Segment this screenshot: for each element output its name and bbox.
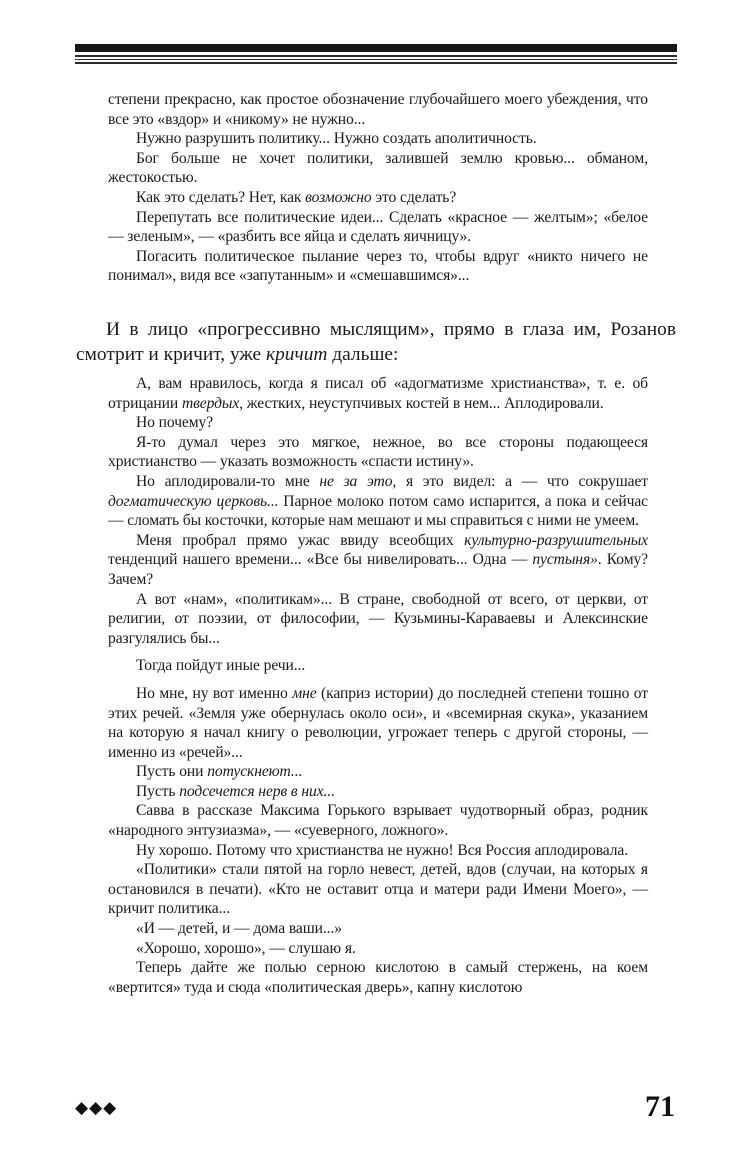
quote-block-2 bbox=[108, 374, 648, 997]
paragraph: Ну хорошо. Потому что христианства не нужно! Вся Россия аплодировала. bbox=[136, 841, 629, 859]
header-rule-thick bbox=[75, 44, 677, 52]
paragraph: Пусть подсечется нерв в них... bbox=[136, 782, 335, 800]
header-rule-line bbox=[75, 62, 677, 64]
paragraph: «Хорошо, хорошо», — слушаю я. bbox=[136, 939, 356, 957]
main-paragraph: И в лицо «прогрессивно мыслящим», прямо в глаза им, Розанов смотрит и кричит, уже кричит дальше: bbox=[76, 319, 676, 365]
paragraph: Но мне, ну вот именно мне (каприз истории) до последней степени тошно от этих речей. «Земля уже обернулась около оси», и «всемирная скука», указанием на которую я начал книгу о революции, угрожает теперь с другой стороны, — именно из «речей»... bbox=[108, 684, 649, 761]
paragraph: Но аплодировали-то мне не за это, я это видел: а — что сокрушает догматическую церковь... Парное молоко потом само испарится, а пока и сейчас — сломать бы косточки, которые нам мешают и мы справиться с ними не умеем. bbox=[108, 472, 648, 530]
paragraph: Но почему? bbox=[136, 414, 214, 432]
paragraph: Перепутать все политические идеи... Сделать «красное — желтым»; «белое — зеленым», — «разбить все яйца и сделать яичницу». bbox=[108, 208, 648, 246]
paragraph: степени прекрасно, как простое обозначение глубочайшего моего убеждения, что все это «вздор» и «никому» не нужно... bbox=[108, 91, 648, 128]
paragraph: Савва в рассказе Максима Горького взрывает чудотворный образ, родник «народного энтузиазма», — «суеверного, ложного». bbox=[108, 802, 648, 840]
paragraph: «Политики» стали пятой на горло невест, детей, вдов (случаи, на которых я остановился в печати). «Кто не оставит отца и матери ради Имени Моего», — кричит политика... bbox=[108, 861, 648, 918]
paragraph: Теперь дайте же полью серною кислотою в самый стержень, на коем «вертится» туда и сюда «политическая дверь», капну кислотою bbox=[108, 959, 648, 996]
footer-diamonds-ornament: ◆◆◆ bbox=[75, 1098, 118, 1118]
paragraph: А вот «нам», «политикам»... В стране, свободной от всего, от церкви, от религии, от поэзии, от философии, — Кузьмины-Караваевы и Алексинские разгулялись бы... bbox=[108, 590, 648, 647]
paragraph: Бог больше не хочет политики, залившей землю кровью... обманом, жестокостью. bbox=[108, 149, 648, 187]
header-rule bbox=[75, 44, 677, 66]
paragraph: Я-то думал через это мягкое, нежное, во все стороны подающееся христианство — указать возможность «спасти истину». bbox=[108, 433, 648, 471]
quote-block-1 bbox=[108, 90, 648, 286]
paragraph: Меня пробрал прямо ужас ввиду всеобщих культурно-разрушительных тенденций нашего времени... «Все бы нивелировать... Одна — пустыня». Кому? Зачем? bbox=[108, 531, 648, 588]
paragraph: Нужно разрушить политику... Нужно создать аполитичность. bbox=[136, 130, 537, 148]
paragraph: Как это сделать? Нет, как возможно это сделать? bbox=[136, 188, 457, 206]
paragraph: «И — детей, и — дома ваши...» bbox=[136, 920, 342, 938]
paragraph: А, вам нравилось, когда я писал об «адогматизме христианства», т. е. об отрицании твердых, жестких, неуступчивых костей в нем... Аплодировали. bbox=[108, 375, 648, 412]
header-rule-line bbox=[75, 55, 677, 57]
paragraph: Тогда пойдут иные речи... bbox=[136, 657, 306, 675]
page-number: 71 bbox=[645, 1090, 675, 1123]
paragraph: Пусть они потускнеют... bbox=[136, 763, 303, 781]
header-rule-line bbox=[75, 59, 677, 60]
paragraph: Погасить политическое пылание через то, чтобы вдруг «никто ничего не понимал», видя все «запутанным» и «смешавшимся»... bbox=[108, 247, 648, 285]
